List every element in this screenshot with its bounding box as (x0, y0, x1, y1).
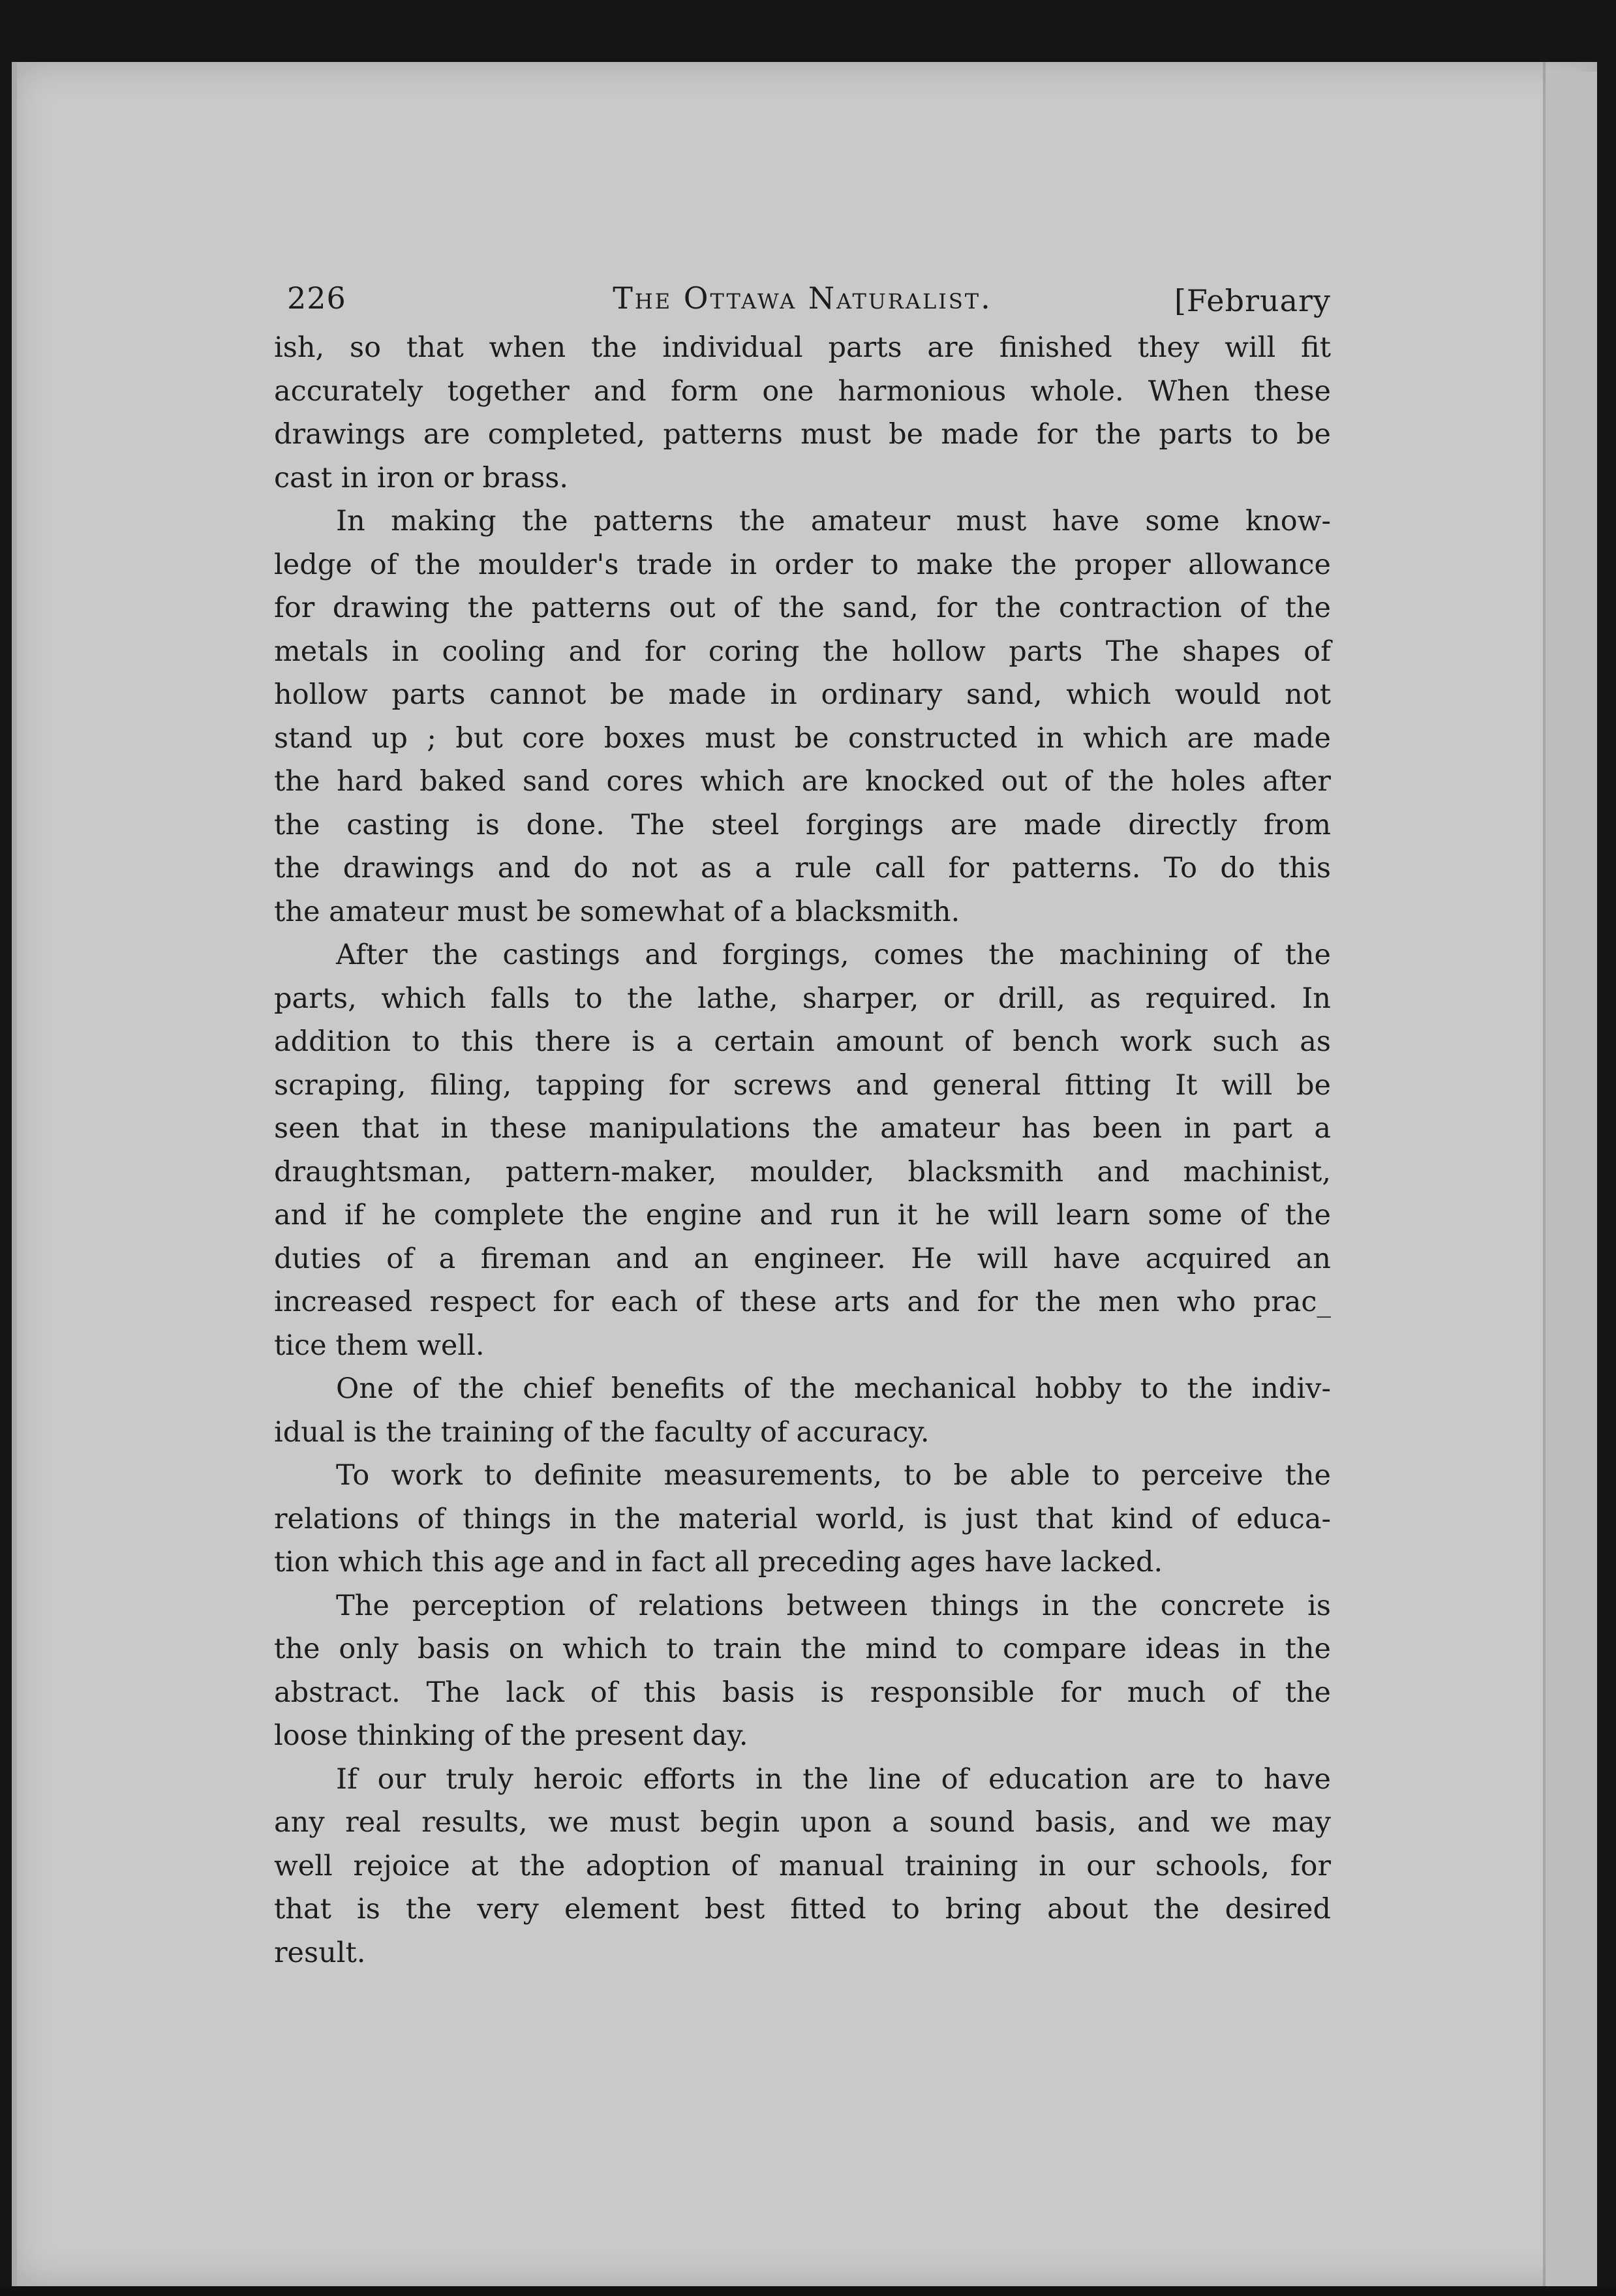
text-line: ish, so that when the individual parts are finished they will fit (274, 331, 1331, 364)
paragraph (274, 1454, 1331, 1584)
text-line: duties of a fireman and an engineer. He will have acquired an (274, 1242, 1331, 1275)
text-line: the hard baked sand cores which are knocked out of the holes after (274, 765, 1331, 798)
text-line: the drawings and do not as a rule call for patterns. To do this (274, 852, 1331, 884)
text-line: that is the very element best fitted to bring about the desired (274, 1893, 1331, 1926)
text-line: cast in iron or brass. (274, 461, 569, 494)
text-line: In making the patterns the amateur must have some know- (336, 505, 1331, 537)
text-line: drawings are completed, patterns must be made for the parts to be (274, 418, 1331, 451)
text-line: If our truly heroic efforts in the line of education are to have (336, 1762, 1331, 1796)
text-line: any real results, we must begin upon a sound basis, and we may (274, 1806, 1331, 1839)
body-text (274, 326, 1331, 1974)
text-line: metals in cooling and for coring the hollow parts The shapes of (274, 635, 1331, 668)
paragraph (274, 1758, 1331, 1975)
text-line: loose thinking of the present day. (274, 1719, 748, 1752)
text-line: increased respect for each of these arts and for the men who prac_ (274, 1286, 1331, 1318)
text-line: and if he complete the engine and run it he will learn some of the (274, 1199, 1331, 1231)
issue-month: [February (1174, 283, 1331, 318)
text-line: After the castings and forgings, comes the machining of the (336, 939, 1331, 971)
text-line: abstract. The lack of this basis is responsible for much of the (274, 1676, 1331, 1709)
text-line: accurately together and form one harmonious whole. When these (274, 374, 1331, 408)
text-line: for drawing the patterns out of the sand, for the contraction of the (274, 592, 1331, 624)
paragraph (274, 933, 1331, 1367)
paragraph (274, 500, 1331, 933)
text-line: idual is the training of the faculty of accuracy. (274, 1415, 930, 1449)
text-line: tion which this age and in fact all preceding ages have lacked. (274, 1546, 1163, 1578)
page-content (274, 274, 1331, 1974)
text-line: the casting is done. The steel forgings are made directly from (274, 808, 1331, 841)
text-line: seen that in these manipulations the amateur has been in part a (274, 1112, 1331, 1145)
text-line: To work to definite measurements, to be able to perceive the (336, 1459, 1331, 1492)
text-line: parts, which falls to the lathe, sharper, or drill, as required. In (274, 982, 1331, 1015)
text-line: the only basis on which to train the mind to compare ideas in the (274, 1633, 1331, 1665)
text-line: ledge of the moulder's trade in order to make the proper allowance (274, 548, 1331, 581)
text-line: result. (274, 1936, 366, 1969)
paragraph (274, 1367, 1331, 1454)
page-number: 226 (287, 280, 346, 316)
text-line: well rejoice at the adoption of manual training in our schools, for (274, 1849, 1331, 1882)
text-line: hollow parts cannot be made in ordinary sand, which would not (274, 678, 1331, 711)
scan-bottom-band (0, 2286, 1616, 2296)
text-line: The perception of relations between things in the concrete is (336, 1589, 1331, 1622)
text-line: addition to this there is a certain amount of bench work such as (274, 1025, 1331, 1058)
paragraph (274, 326, 1331, 500)
page-left-edge (12, 62, 17, 2286)
text-line: One of the chief benefits of the mechanical hobby to the indiv- (336, 1372, 1331, 1405)
text-line: relations of things in the material world, is just that kind of educa- (274, 1502, 1331, 1535)
facing-page-strip (1546, 72, 1597, 2286)
running-head (274, 274, 1331, 326)
text-line: scraping, filing, tapping for screws and general fitting It will be (274, 1068, 1331, 1102)
page-fold-edge (1543, 62, 1546, 2286)
journal-title: The Ottawa Naturalist. (613, 280, 992, 316)
text-line: tice them well. (274, 1329, 485, 1362)
paragraph (274, 1584, 1331, 1758)
text-line: draughtsman, pattern-maker, moulder, blacksmith and machinist, (274, 1155, 1331, 1188)
text-line: stand up ; but core boxes must be constructed in which are made (274, 721, 1331, 755)
text-line: the amateur must be somewhat of a blacksmith. (274, 895, 960, 928)
